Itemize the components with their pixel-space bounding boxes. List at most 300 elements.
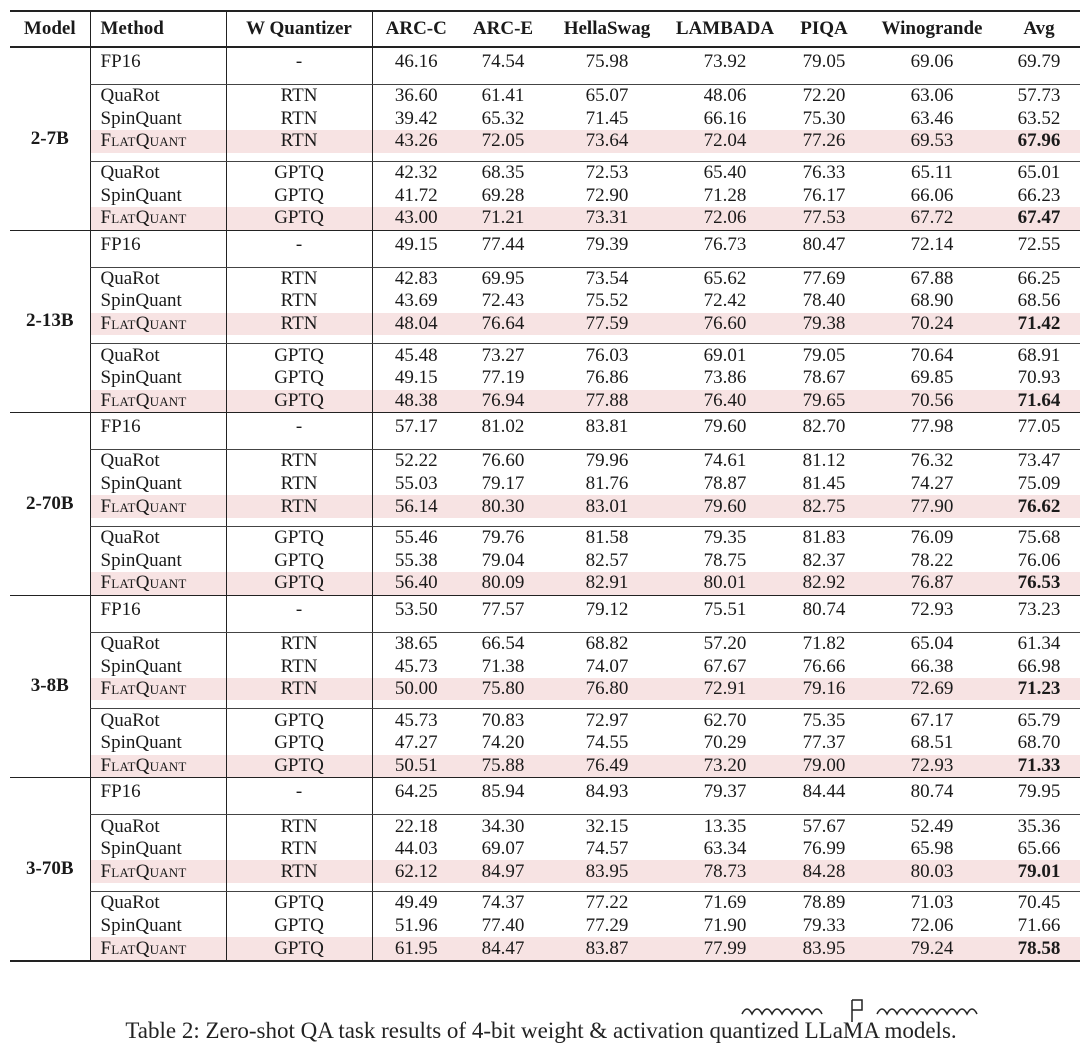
- score-winogrande: 69.85: [910, 367, 954, 389]
- score-lambada: 73.20: [668, 755, 782, 778]
- score-piqa: 82.75: [782, 495, 866, 518]
- score-winogrande: 72.93: [910, 598, 954, 620]
- score-lambada: 76.60: [668, 313, 782, 336]
- score-arc-e: 72.43: [481, 290, 525, 312]
- divider-cell: [546, 518, 668, 527]
- score-piqa: 76.17: [802, 184, 846, 206]
- divider-cell: [372, 441, 460, 450]
- method-cell: SpinQuant: [90, 838, 226, 861]
- score-piqa: 79.65: [782, 390, 866, 413]
- score-arc-e: 71.21: [460, 207, 546, 230]
- score-winogrande: 66.38: [910, 655, 954, 677]
- score-winogrande: 78.22: [910, 549, 954, 571]
- score-avg: 68.91: [1017, 344, 1061, 366]
- score-avg: 66.25: [1017, 267, 1061, 289]
- score-piqa: 79.38: [782, 313, 866, 336]
- method-cell: QuaRot: [90, 892, 226, 915]
- table-body: [10, 47, 1080, 961]
- score-lambada: 78.87: [703, 473, 747, 495]
- divider-cell: [372, 700, 460, 709]
- w-quantizer-cell: RTN: [226, 838, 372, 861]
- score-winogrande: 65.11: [910, 162, 954, 184]
- score-avg: 70.45: [1017, 892, 1061, 914]
- score-hellaswag: 77.59: [546, 313, 668, 336]
- divider-cell: [668, 441, 782, 450]
- w-quantizer-cell: RTN: [226, 450, 372, 473]
- divider-cell: [460, 518, 546, 527]
- table-row: [10, 367, 1080, 390]
- divider-cell: [460, 806, 546, 815]
- score-hellaswag: 75.98: [585, 51, 629, 72]
- method-cell: SpinQuant: [90, 550, 226, 573]
- score-hellaswag: 79.96: [585, 450, 629, 472]
- score-arc-c: 48.38: [372, 390, 460, 413]
- score-hellaswag: 83.87: [546, 937, 668, 961]
- w-quantizer-cell: -: [226, 413, 372, 442]
- score-arc-c: 62.12: [372, 860, 460, 883]
- table-row: [10, 937, 1080, 961]
- score-arc-c: 50.51: [372, 755, 460, 778]
- divider-cell: [226, 700, 372, 709]
- score-hellaswag: 81.76: [585, 473, 629, 495]
- divider-cell: [998, 259, 1080, 268]
- score-lambada: 74.61: [703, 450, 747, 472]
- score-lambada: 72.42: [703, 290, 747, 312]
- w-quantizer-cell: GPTQ: [226, 184, 372, 207]
- score-arc-c: 49.15: [372, 230, 460, 259]
- score-arc-c: 42.83: [372, 267, 460, 290]
- divider-cell: [866, 441, 998, 450]
- score-avg: 71.23: [998, 678, 1080, 701]
- divider-cell: [866, 259, 998, 268]
- score-avg: 71.42: [998, 313, 1080, 336]
- divider-cell: [866, 518, 998, 527]
- score-lambada: 63.34: [703, 838, 747, 860]
- score-arc-c: 56.14: [372, 495, 460, 518]
- divider-cell: [90, 883, 226, 892]
- divider-cell: [782, 624, 866, 633]
- score-winogrande: 72.06: [910, 914, 954, 936]
- score-avg: 76.62: [998, 495, 1080, 518]
- divider-cell: [90, 153, 226, 162]
- w-quantizer-cell: RTN: [226, 860, 372, 883]
- score-lambada: 79.37: [703, 781, 747, 803]
- score-avg: 73.23: [1017, 598, 1061, 620]
- divider-cell: [782, 518, 866, 527]
- w-quantizer-cell: GPTQ: [226, 937, 372, 961]
- score-avg: 79.95: [1017, 781, 1061, 803]
- table-row: [10, 47, 1080, 76]
- divider-cell: [668, 335, 782, 344]
- score-arc-e: 84.97: [460, 860, 546, 883]
- score-lambada: 79.35: [703, 527, 747, 549]
- method-cell: FlatQuant: [90, 755, 226, 778]
- score-arc-e: 70.83: [481, 709, 525, 731]
- table-row: [10, 108, 1080, 131]
- score-lambada: 79.60: [703, 416, 747, 438]
- method-cell: FlatQuant: [90, 937, 226, 961]
- score-lambada: 67.67: [703, 655, 747, 677]
- score-piqa: 77.37: [802, 732, 846, 754]
- score-arc-c: 42.32: [372, 161, 460, 184]
- score-winogrande: 65.98: [910, 838, 954, 860]
- model-label: 2-70B: [10, 413, 90, 596]
- group-divider: [10, 441, 1080, 450]
- table-row: [10, 709, 1080, 732]
- score-arc-e: 81.02: [481, 416, 525, 438]
- score-arc-c: 56.40: [372, 572, 460, 595]
- score-piqa: 81.45: [802, 473, 846, 495]
- score-hellaswag: 81.58: [585, 527, 629, 549]
- divider-cell: [782, 76, 866, 85]
- divider-cell: [372, 518, 460, 527]
- score-arc-c: 57.17: [372, 413, 460, 442]
- header-piqa: PIQA: [782, 11, 866, 47]
- score-arc-c: 64.25: [372, 778, 460, 807]
- w-quantizer-cell: RTN: [226, 130, 372, 153]
- table-row: [10, 526, 1080, 549]
- method-cell: QuaRot: [90, 267, 226, 290]
- score-winogrande: 70.64: [910, 344, 954, 366]
- w-quantizer-cell: GPTQ: [226, 755, 372, 778]
- divider-cell: [866, 883, 998, 892]
- w-quantizer-cell: GPTQ: [226, 732, 372, 755]
- score-piqa: 78.67: [802, 367, 846, 389]
- table-row: [10, 815, 1080, 838]
- score-avg: 72.55: [1017, 233, 1061, 255]
- score-arc-e: 80.30: [460, 495, 546, 518]
- score-arc-e: 77.44: [481, 233, 525, 255]
- score-arc-e: 71.38: [481, 655, 525, 677]
- method-cell: FP16: [90, 47, 226, 76]
- score-avg: 68.56: [1017, 290, 1061, 312]
- score-arc-c: 50.00: [372, 678, 460, 701]
- divider-cell: [226, 624, 372, 633]
- w-quantizer-cell: -: [226, 595, 372, 624]
- score-arc-c: 44.03: [372, 838, 460, 861]
- score-avg: 69.79: [1017, 51, 1061, 72]
- method-cell: FP16: [90, 230, 226, 259]
- score-arc-c: 52.22: [372, 450, 460, 473]
- divider-cell: [782, 153, 866, 162]
- score-hellaswag: 83.01: [546, 495, 668, 518]
- divider-cell: [866, 76, 998, 85]
- score-piqa: 79.05: [802, 51, 846, 72]
- score-piqa: 84.28: [782, 860, 866, 883]
- score-lambada: 72.06: [668, 207, 782, 230]
- score-piqa: 82.70: [802, 416, 846, 438]
- score-piqa: 71.82: [802, 632, 846, 654]
- divider-cell: [546, 335, 668, 344]
- score-winogrande: 67.88: [910, 267, 954, 289]
- score-arc-c: 22.18: [372, 815, 460, 838]
- w-quantizer-cell: RTN: [226, 678, 372, 701]
- score-arc-e: 76.60: [481, 450, 525, 472]
- divider-cell: [372, 335, 460, 344]
- group-divider: [10, 806, 1080, 815]
- score-arc-c: 51.96: [372, 915, 460, 938]
- score-hellaswag: 82.91: [546, 572, 668, 595]
- table-row: [10, 450, 1080, 473]
- header-arc-c: ARC-C: [372, 11, 460, 47]
- divider-cell: [866, 153, 998, 162]
- score-piqa: 80.74: [802, 598, 846, 620]
- divider-cell: [226, 441, 372, 450]
- score-arc-e: 85.94: [481, 781, 525, 803]
- score-arc-e: 77.19: [481, 367, 525, 389]
- divider-cell: [546, 883, 668, 892]
- divider-cell: [998, 700, 1080, 709]
- score-piqa: 83.95: [782, 937, 866, 961]
- score-lambada: 76.40: [668, 390, 782, 413]
- model-label: 3-8B: [10, 595, 90, 778]
- score-hellaswag: 72.53: [585, 162, 629, 184]
- w-quantizer-cell: RTN: [226, 815, 372, 838]
- score-arc-e: 79.17: [481, 473, 525, 495]
- score-arc-e: 68.35: [481, 162, 525, 184]
- score-arc-e: 75.80: [460, 678, 546, 701]
- score-winogrande: 69.06: [910, 51, 954, 72]
- group-divider: [10, 624, 1080, 633]
- score-hellaswag: 79.12: [585, 598, 629, 620]
- score-avg: 63.52: [1017, 107, 1061, 129]
- divider-cell: [460, 883, 546, 892]
- score-winogrande: 70.56: [866, 390, 998, 413]
- divider-cell: [998, 335, 1080, 344]
- group-divider: [10, 883, 1080, 892]
- score-arc-c: 38.65: [372, 632, 460, 655]
- score-arc-e: 61.41: [481, 85, 525, 107]
- table-row: [10, 130, 1080, 153]
- header-lambada: LAMBADA: [668, 11, 782, 47]
- score-lambada: 77.99: [668, 937, 782, 961]
- score-lambada: 57.20: [703, 632, 747, 654]
- divider-cell: [226, 259, 372, 268]
- header-winogrande: Winogrande: [866, 11, 998, 47]
- results-table-container: [10, 10, 1080, 962]
- header-method: Method: [90, 11, 226, 47]
- header-row: [10, 11, 1080, 47]
- w-quantizer-cell: GPTQ: [226, 915, 372, 938]
- score-piqa: 82.92: [782, 572, 866, 595]
- method-cell: QuaRot: [90, 526, 226, 549]
- divider-cell: [546, 441, 668, 450]
- score-piqa: 78.40: [802, 290, 846, 312]
- method-cell: SpinQuant: [90, 108, 226, 131]
- divider-cell: [90, 518, 226, 527]
- table-row: [10, 161, 1080, 184]
- divider-cell: [998, 624, 1080, 633]
- divider-cell: [460, 335, 546, 344]
- score-winogrande: 79.24: [866, 937, 998, 961]
- score-winogrande: 80.74: [910, 781, 954, 803]
- score-piqa: 79.33: [802, 914, 846, 936]
- method-cell: QuaRot: [90, 632, 226, 655]
- table-row: [10, 732, 1080, 755]
- score-avg: 66.98: [1017, 655, 1061, 677]
- w-quantizer-cell: RTN: [226, 290, 372, 313]
- method-cell: FlatQuant: [90, 678, 226, 701]
- group-divider: [10, 153, 1080, 162]
- score-arc-c: 55.46: [372, 526, 460, 549]
- divider-cell: [866, 335, 998, 344]
- score-piqa: 78.89: [802, 892, 846, 914]
- score-lambada: 66.16: [703, 107, 747, 129]
- divider-cell: [998, 153, 1080, 162]
- table-row: [10, 632, 1080, 655]
- score-winogrande: 52.49: [910, 815, 954, 837]
- score-piqa: 84.44: [802, 781, 846, 803]
- table-row: [10, 892, 1080, 915]
- method-cell: SpinQuant: [90, 915, 226, 938]
- group-divider: [10, 335, 1080, 344]
- method-cell: FP16: [90, 413, 226, 442]
- score-lambada: 48.06: [703, 85, 747, 107]
- w-quantizer-cell: RTN: [226, 632, 372, 655]
- table-row: [10, 678, 1080, 701]
- score-lambada: 65.40: [703, 162, 747, 184]
- method-cell: FlatQuant: [90, 860, 226, 883]
- score-hellaswag: 76.49: [546, 755, 668, 778]
- divider-cell: [372, 883, 460, 892]
- score-winogrande: 68.90: [910, 290, 954, 312]
- score-lambada: 72.04: [668, 130, 782, 153]
- divider-cell: [372, 76, 460, 85]
- divider-cell: [460, 259, 546, 268]
- score-lambada: 70.29: [703, 732, 747, 754]
- score-arc-c: 39.42: [372, 108, 460, 131]
- table-row: [10, 313, 1080, 336]
- w-quantizer-cell: RTN: [226, 85, 372, 108]
- score-avg: 65.79: [1017, 709, 1061, 731]
- score-lambada: 78.75: [703, 549, 747, 571]
- divider-cell: [90, 806, 226, 815]
- score-arc-e: 84.47: [460, 937, 546, 961]
- score-avg: 65.01: [1017, 162, 1061, 184]
- divider-cell: [668, 700, 782, 709]
- w-quantizer-cell: RTN: [226, 267, 372, 290]
- score-hellaswag: 76.80: [546, 678, 668, 701]
- divider-cell: [226, 518, 372, 527]
- table-caption: Table 2: Zero-shot QA task results of 4-bit weight & activation quantized LLaMA models.: [125, 1018, 957, 1043]
- divider-cell: [460, 624, 546, 633]
- score-arc-c: 55.03: [372, 473, 460, 496]
- score-avg: 71.66: [1017, 914, 1061, 936]
- w-quantizer-cell: -: [226, 230, 372, 259]
- divider-cell: [226, 806, 372, 815]
- table-row: [10, 413, 1080, 442]
- table-row: [10, 495, 1080, 518]
- score-hellaswag: 73.64: [546, 130, 668, 153]
- score-arc-e: 77.40: [481, 914, 525, 936]
- score-hellaswag: 74.57: [585, 838, 629, 860]
- divider-cell: [460, 76, 546, 85]
- score-arc-c: 53.50: [372, 595, 460, 624]
- w-quantizer-cell: -: [226, 778, 372, 807]
- divider-cell: [546, 624, 668, 633]
- method-cell: QuaRot: [90, 161, 226, 184]
- w-quantizer-cell: GPTQ: [226, 892, 372, 915]
- score-arc-e: 76.64: [460, 313, 546, 336]
- score-piqa: 57.67: [802, 815, 846, 837]
- score-arc-c: 49.49: [372, 892, 460, 915]
- score-winogrande: 76.09: [910, 527, 954, 549]
- score-lambada: 80.01: [668, 572, 782, 595]
- divider-cell: [226, 335, 372, 344]
- score-lambada: 73.92: [703, 51, 747, 72]
- divider-cell: [546, 259, 668, 268]
- divider-cell: [372, 806, 460, 815]
- score-hellaswag: 68.82: [585, 632, 629, 654]
- score-arc-c: 45.48: [372, 344, 460, 367]
- method-cell: FlatQuant: [90, 130, 226, 153]
- score-hellaswag: 75.52: [585, 290, 629, 312]
- divider-cell: [90, 624, 226, 633]
- w-quantizer-cell: GPTQ: [226, 526, 372, 549]
- score-avg: 65.66: [1017, 838, 1061, 860]
- header-model: Model: [10, 11, 90, 47]
- w-quantizer-cell: RTN: [226, 495, 372, 518]
- score-lambada: 76.73: [703, 233, 747, 255]
- divider-cell: [998, 883, 1080, 892]
- score-winogrande: 63.46: [910, 107, 954, 129]
- table-row: [10, 572, 1080, 595]
- divider-cell: [90, 441, 226, 450]
- score-piqa: 79.05: [802, 344, 846, 366]
- group-divider: [10, 518, 1080, 527]
- score-arc-e: 77.57: [481, 598, 525, 620]
- table-row: [10, 655, 1080, 678]
- method-cell: FlatQuant: [90, 390, 226, 413]
- score-hellaswag: 76.86: [585, 367, 629, 389]
- divider-cell: [546, 153, 668, 162]
- table-row: [10, 290, 1080, 313]
- w-quantizer-cell: RTN: [226, 473, 372, 496]
- score-winogrande: 69.53: [866, 130, 998, 153]
- divider-cell: [226, 76, 372, 85]
- score-hellaswag: 83.81: [585, 416, 629, 438]
- w-quantizer-cell: GPTQ: [226, 367, 372, 390]
- score-winogrande: 80.03: [866, 860, 998, 883]
- score-avg: 35.36: [1017, 815, 1061, 837]
- score-avg: 78.58: [998, 937, 1080, 961]
- score-avg: 77.05: [1017, 416, 1061, 438]
- w-quantizer-cell: RTN: [226, 655, 372, 678]
- score-piqa: 75.30: [802, 107, 846, 129]
- score-hellaswag: 72.97: [585, 709, 629, 731]
- divider-cell: [668, 153, 782, 162]
- score-lambada: 62.70: [703, 709, 747, 731]
- score-arc-c: 49.15: [372, 367, 460, 390]
- header-hellaswag: HellaSwag: [546, 11, 668, 47]
- divider-cell: [90, 700, 226, 709]
- score-lambada: 71.28: [703, 184, 747, 206]
- score-avg: 71.64: [998, 390, 1080, 413]
- method-cell: SpinQuant: [90, 367, 226, 390]
- method-cell: QuaRot: [90, 450, 226, 473]
- divider-cell: [998, 518, 1080, 527]
- score-piqa: 77.53: [782, 207, 866, 230]
- divider-cell: [546, 76, 668, 85]
- w-quantizer-cell: -: [226, 47, 372, 76]
- score-hellaswag: 82.57: [585, 549, 629, 571]
- table-row: [10, 915, 1080, 938]
- w-quantizer-cell: RTN: [226, 313, 372, 336]
- table-row: [10, 838, 1080, 861]
- divider-cell: [668, 76, 782, 85]
- table-row: [10, 184, 1080, 207]
- table-row: [10, 778, 1080, 807]
